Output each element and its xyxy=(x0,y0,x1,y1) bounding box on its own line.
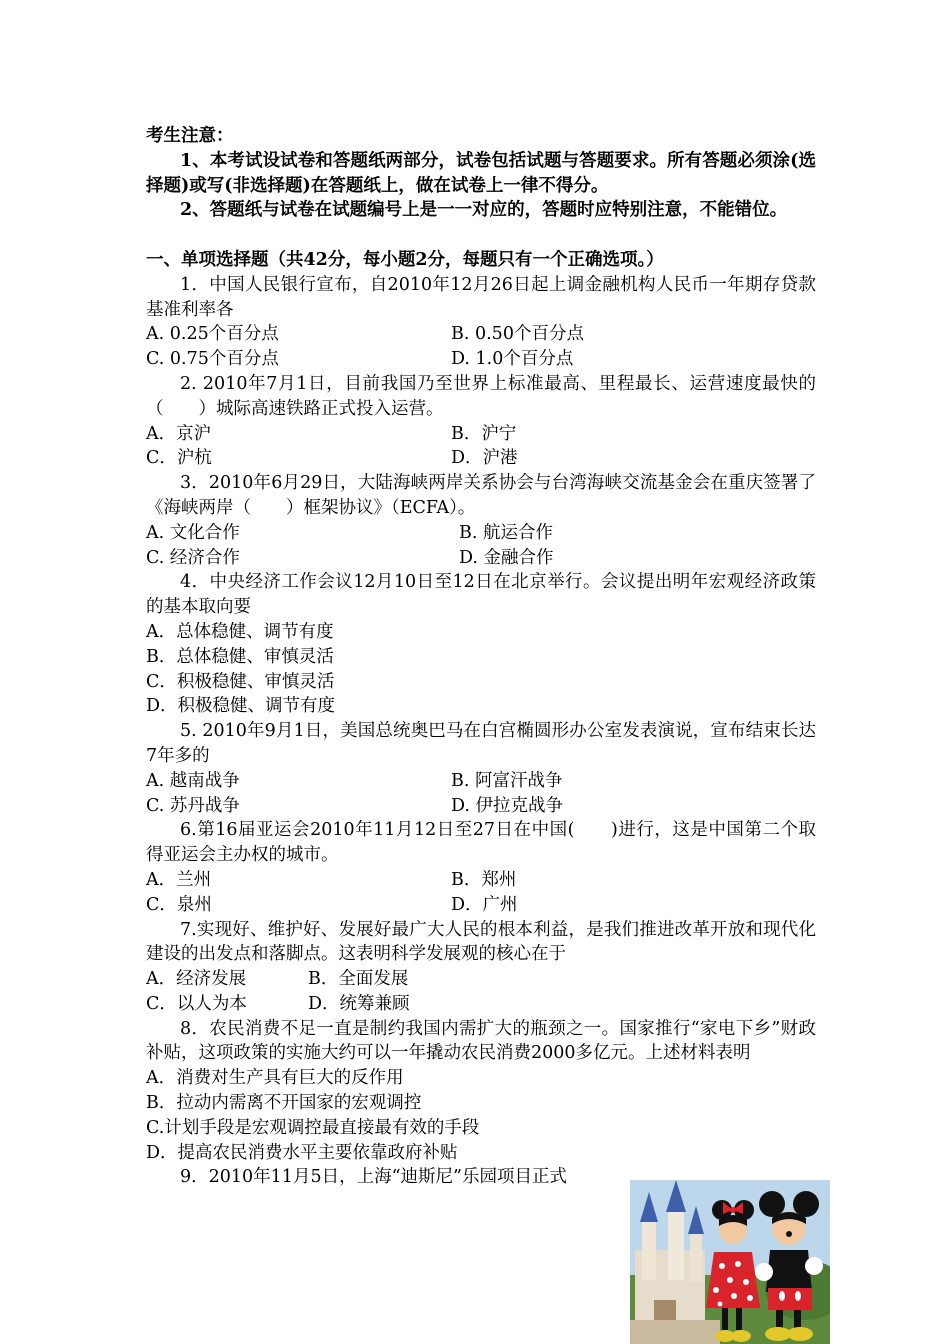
option: D．广州 xyxy=(451,894,518,915)
option: D. 伊拉克战争 xyxy=(451,795,564,816)
question-stem: 1．中国人民银行宣布，自2010年12月26日起上调金融机构人民币一年期存贷款基准利率各 xyxy=(146,274,816,320)
option-row xyxy=(146,422,816,447)
option-row xyxy=(146,967,816,992)
option: A. 越南战争 xyxy=(146,770,240,791)
option: B．沪宁 xyxy=(451,423,517,444)
option: D．沪港 xyxy=(451,448,518,469)
option-row xyxy=(146,446,816,471)
option: B. 航运合作 xyxy=(459,522,553,543)
option: C．泉州 xyxy=(146,894,212,915)
option: A．总体稳健、调节有度 xyxy=(146,621,334,642)
option: D. 1.0个百分点 xyxy=(451,349,574,370)
exam-page xyxy=(146,124,816,1190)
question-stem: 2. 2010年7月1日，目前我国乃至世界上标准最高、里程最长、运营速度最快的（ ）城际高速铁路正式投入运营。 xyxy=(146,373,816,419)
option: C．沪杭 xyxy=(146,448,212,469)
option: B. 0.50个百分点 xyxy=(451,324,584,345)
option: A．经济发展 xyxy=(146,969,247,990)
disney-photo xyxy=(630,1180,830,1344)
option: B．郑州 xyxy=(451,869,517,890)
question-stem: 4．中央经济工作会议12月10日至12日在北京举行。会议提出明年宏观经济政策的基本取向要 xyxy=(146,572,816,618)
question-stem: 8．农民消费不足一直是制约我国内需扩大的瓶颈之一。国家推行“家电下乡”财政补贴，这项政策的实施大约可以一年撬动农民消费2000多亿元。上述材料表明 xyxy=(146,1018,816,1064)
option: A．京沪 xyxy=(146,423,212,444)
option: C. 苏丹战争 xyxy=(146,795,240,816)
option: C. 0.75个百分点 xyxy=(146,349,279,370)
notice-item-2: 2、答题纸与试卷在试题编号上是一一对应的，答题时应特别注意，不能错位。 xyxy=(180,200,788,221)
option: C．以人为本 xyxy=(146,993,247,1014)
option: D．积极稳健、调节有度 xyxy=(146,696,336,717)
option: B．全面发展 xyxy=(308,969,409,990)
option: A．兰州 xyxy=(146,869,212,890)
option: A. 0.25个百分点 xyxy=(146,324,279,345)
option: A. 文化合作 xyxy=(146,522,240,543)
question-stem: 6.第16届亚运会2010年11月12日至27日在中国( )进行，这是中国第二个取得亚运会主办权的城市。 xyxy=(146,820,816,866)
option: C．积极稳健、审慎灵活 xyxy=(146,671,335,692)
option-row xyxy=(146,893,816,918)
option: D．提高农民消费水平主要依靠政府补贴 xyxy=(146,1142,458,1163)
option: B．总体稳健、审慎灵活 xyxy=(146,646,334,667)
option-row xyxy=(146,322,816,347)
section-heading: 一、单项选择题（共42分，每小题2分，每题只有一个正确选项。） xyxy=(146,249,664,270)
option: D．统筹兼顾 xyxy=(308,993,410,1014)
option: C.计划手段是宏观调控最直接最有效的手段 xyxy=(146,1117,480,1138)
question-stem: 3．2010年6月29日，大陆海峡两岸关系协会与台湾海峡交流基金会在重庆签署了《海峡两岸（ ）框架协议》（ECFA）。 xyxy=(146,473,816,518)
option: C. 经济合作 xyxy=(146,547,240,568)
question-stem: 9．2010年11月5日，上海“迪斯尼”乐园项目正式 xyxy=(180,1167,567,1188)
option-row xyxy=(146,769,816,794)
option-row xyxy=(146,347,816,372)
option-row xyxy=(146,546,816,571)
question-stem: 7.实现好、维护好、发展好最广大人民的根本利益，是我们推进改革开放和现代化建设的出发点和落脚点。这表明科学发展观的核心在于 xyxy=(146,919,816,965)
option-row xyxy=(146,868,816,893)
question-stem: 5. 2010年9月1日，美国总统奥巴马在白宫椭圆形办公室发表演说，宣布结束长达7年多的 xyxy=(146,721,816,766)
option-row xyxy=(146,794,816,819)
option: B. 阿富汗战争 xyxy=(451,770,563,791)
option: A．消费对生产具有巨大的反作用 xyxy=(146,1068,404,1089)
notice-item-1: 1、本考试设试卷和答题纸两部分，试卷包括试题与答题要求。所有答题必须涂(选择题)或写(非选择题)在答题纸上，做在试卷上一律不得分。 xyxy=(146,150,816,196)
notice-title: 考生注意： xyxy=(146,126,234,146)
option: B．拉动内需离不开国家的宏观调控 xyxy=(146,1093,422,1114)
option: D. 金融合作 xyxy=(459,547,554,568)
option-row xyxy=(146,992,816,1017)
option-row xyxy=(146,521,816,546)
